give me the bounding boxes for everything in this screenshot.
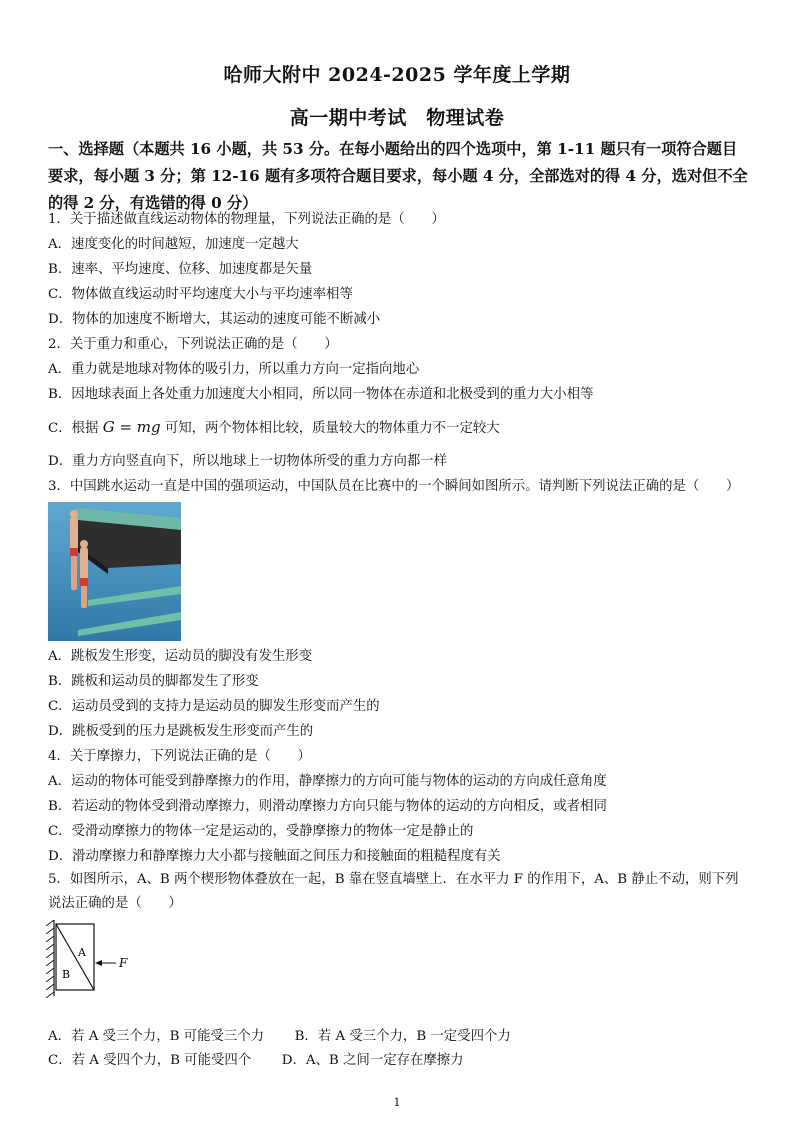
q3-option-b: B．跳板和运动员的脚都发生了形变 — [48, 674, 259, 689]
q5-option-b: B．若 A 受三个力，B 一定受四个力 — [294, 1029, 511, 1044]
section-heading: 一、选择题（本题共 16 小题，共 53 分。在每小题给出的四个选项中，第 1-11 题只有一项符合题目要求，每小题 3 分；第 12-16 题有多项符合题目要求，每小题 4 分，全部选对的得 4 分，选对但不全的得 2 分，有选错的得 0 分） — [48, 140, 748, 212]
q1-stem: 1．关于描述做直线运动物体的物理量，下列说法正确的是（ ） — [48, 212, 445, 227]
q4-option-c: C．受滑动摩擦力的物体一定是运动的，受静摩擦力的物体一定是静止的 — [48, 824, 474, 839]
q1-option-a: A．速度变化的时间越短，加速度一定越大 — [48, 237, 299, 252]
q5-option-c: C．若 A 受四个力，B 可能受四个 — [48, 1053, 252, 1068]
exam-title: 哈师大附中 2024-2025 学年度上学期 — [223, 64, 571, 86]
q2-stem: 2．关于重力和重心，下列说法正确的是（ ） — [48, 337, 338, 352]
q3-option-d: D．跳板受到的压力是跳板发生形变而产生的 — [48, 724, 314, 739]
q1-option-d: D．物体的加速度不断增大，其运动的速度可能不断减小 — [48, 312, 381, 327]
wedge-figure — [40, 918, 140, 998]
formula-g-mg: G = mg — [102, 418, 161, 436]
q4-option-a: A．运动的物体可能受到静摩擦力的作用，静摩擦力的方向可能与物体的运动的方向成任意角度 — [48, 774, 607, 789]
diving-photo — [48, 502, 181, 641]
q5-option-a: A．若 A 受三个力，B 可能受三个力 — [48, 1029, 265, 1044]
q2-option-d: D．重力方向竖直向下，所以地球上一切物体所受的重力方向都一样 — [48, 454, 448, 469]
fig-label-f: F — [119, 956, 128, 970]
fig-label-a: A — [78, 946, 86, 959]
q1-option-c: C．物体做直线运动时平均速度大小与平均速率相等 — [48, 287, 353, 302]
q3-option-c: C．运动员受到的支持力是运动员的脚发生形变而产生的 — [48, 699, 380, 714]
q5-options-row2 — [48, 1052, 758, 1070]
q2-option-b: B．因地球表面上各处重力加速度大小相同，所以同一物体在赤道和北极受到的重力大小相等 — [48, 387, 594, 402]
q2-option-c — [48, 418, 758, 438]
exam-subtitle: 高一期中考试 物理试卷 — [289, 107, 505, 129]
q5-option-d: D．A、B 之间一定存在摩擦力 — [281, 1053, 464, 1068]
q2-option-c-suffix: 可知，两个物体相比较，质量较大的物体重力不一定较大 — [164, 421, 500, 436]
q4-stem: 4．关于摩擦力，下列说法正确的是（ ） — [48, 749, 311, 764]
fig-label-b: B — [62, 968, 71, 981]
q2-option-c-prefix: C．根据 — [48, 421, 99, 436]
q4-option-b: B．若运动的物体受到滑动摩擦力，则滑动摩擦力方向只能与物体的运动的方向相反，或者相同 — [48, 799, 607, 814]
q3-option-a: A．跳板发生形变，运动员的脚没有发生形变 — [48, 649, 313, 664]
q5-options-row1 — [48, 1028, 758, 1046]
q3-stem: 3．中国跳水运动一直是中国的强项运动，中国队员在比赛中的一个瞬间如图所示。请判断下列说法正确的是（ ） — [48, 479, 740, 494]
q1-option-b: B．速率、平均速度、位移、加速度都是矢量 — [48, 262, 313, 277]
q5-stem: 5．如图所示，A、B 两个楔形物体叠放在一起，B 靠在竖直墙壁上．在水平力 F 的作用下，A、B 静止不动，则下列说法正确的是（ ） — [48, 872, 739, 911]
q2-option-a: A．重力就是地球对物体的吸引力，所以重力方向一定指向地心 — [48, 362, 420, 377]
q4-option-d: D．滑动摩擦力和静摩擦力大小都与接触面之间压力和接触面的粗糙程度有关 — [48, 849, 501, 864]
page-number: 1 — [393, 1096, 401, 1109]
